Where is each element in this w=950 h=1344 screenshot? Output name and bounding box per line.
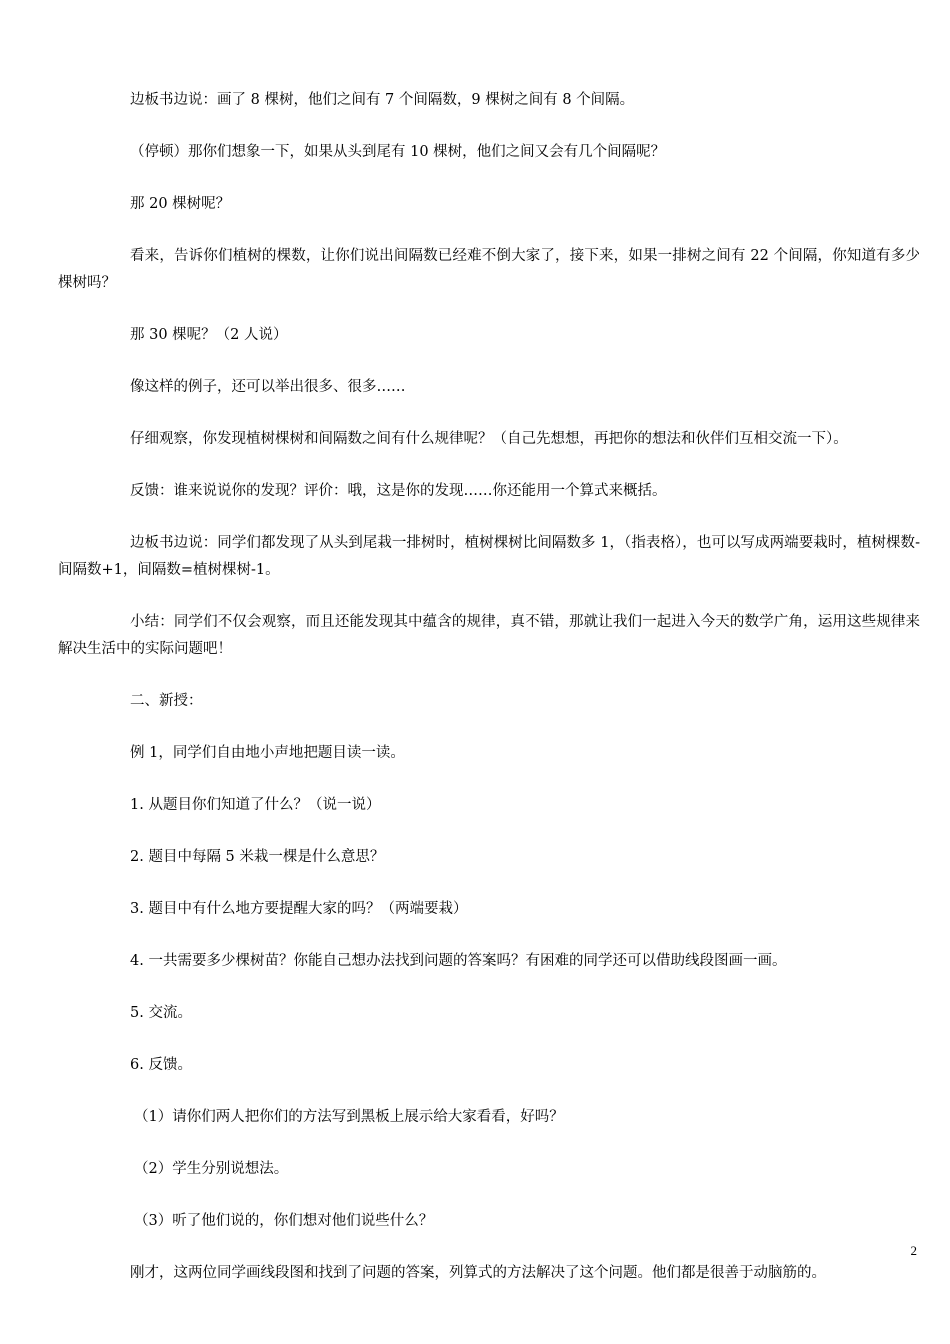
- paragraph: 那 30 棵呢？（2 人说）: [130, 327, 288, 343]
- list-item: 3. 题目中有什么地方要提醒大家的吗？（两端要栽）: [130, 901, 468, 917]
- list-item: 2. 题目中每隔 5 米栽一棵是什么意思？: [130, 849, 385, 865]
- paragraph: 边板书边说：画了 8 棵树，他们之间有 7 个间隔数，9 棵树之间有 8 个间隔。: [130, 92, 635, 108]
- page-number: 2: [910, 1243, 917, 1258]
- sub-list-item: （2）学生分别说想法。: [134, 1161, 289, 1177]
- list-item: 5. 交流。: [130, 1005, 192, 1021]
- document-body: [58, 87, 920, 1312]
- paragraph: 刚才，这两位同学画线段图和找到了问题的答案，列算式的方法解决了这个问题。他们都是很善于动脑筋的。: [130, 1265, 826, 1281]
- paragraph: 反馈：谁来说说你的发现？评价：哦，这是你的发现……你还能用一个算式来概括。: [130, 483, 667, 499]
- list-item: 6. 反馈。: [130, 1057, 192, 1073]
- sub-list-item: （3）听了他们说的，你们想对他们说些什么？: [134, 1213, 434, 1229]
- paragraph: 例 1，同学们自由地小声地把题目读一读。: [130, 745, 405, 761]
- paragraph: 像这样的例子，还可以举出很多、很多……: [130, 379, 406, 395]
- paragraph: （停顿）那你们想象一下，如果从头到尾有 10 棵树，他们之间又会有几个间隔呢？: [130, 144, 666, 160]
- paragraph: 小结：同学们不仅会观察，而且还能发现其中蕴含的规律，真不错，那就让我们一起进入今天的数学广角，运用这些规律来解决生活中的实际问题吧！: [58, 614, 920, 657]
- paragraph: 看来，告诉你们植树的棵数，让你们说出间隔数已经难不倒大家了，接下来，如果一排树之间有 22 个间隔，你知道有多少棵树吗？: [58, 248, 920, 291]
- paragraph: 那 20 棵树呢？: [130, 196, 231, 212]
- section-heading: 二、新授：: [130, 693, 203, 709]
- list-item: 1. 从题目你们知道了什么？（说一说）: [130, 797, 381, 813]
- list-item: 4. 一共需要多少棵树苗？你能自己想办法找到问题的答案吗？有困难的同学还可以借助线段图画一画。: [130, 953, 787, 969]
- paragraph: 仔细观察，你发现植树棵树和间隔数之间有什么规律呢？（自己先想想，再把你的想法和伙伴们互相交流一下）。: [130, 431, 848, 447]
- paragraph: 边板书边说：同学们都发现了从头到尾栽一排树时，植树棵树比间隔数多 1，（指表格），也可以写成两端要栽时，植树棵数-间隔数+1，间隔数=植树棵树-1。: [58, 535, 920, 578]
- sub-list-item: （1）请你们两人把你们的方法写到黑板上展示给大家看看，好吗？: [134, 1109, 564, 1125]
